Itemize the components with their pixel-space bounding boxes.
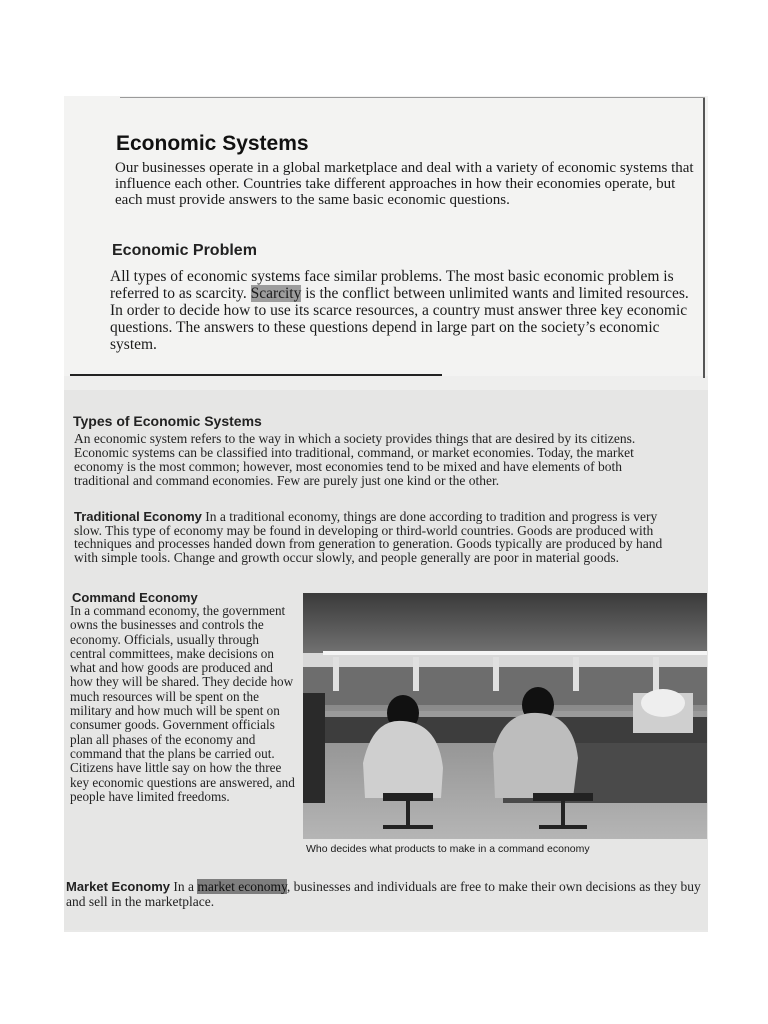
economic-problem-text-start: All types of economic systems face similar problems. The most basic economic problem is referred to as scarcity. (110, 268, 674, 302)
market-economy-text-end: , businesses and individuals are free to make their own decisions as they buy and sell in the marketplace. (66, 879, 701, 909)
traditional-economy-paragraph (74, 510, 674, 564)
market-economy-paragraph (66, 880, 706, 909)
command-economy-paragraph: In a command economy, the government owns the businesses and controls the economy. Officials, usually through central committees, make decisions on what and how goods are produced and how they will be shared. They decide how much resources will be spent on the military and how much will be spent on consumer goods. Government officials plan all phases of the economy and command that the plans be carried out. Citizens have little say on how the three key economic questions are answered, and people have limited freedoms. (70, 603, 295, 804)
scarcity-highlight: Scarcity (250, 285, 302, 302)
economic-systems-paragraph: Our businesses operate in a global marketplace and deal with a variety of economic systems that influence each other. Countries take different approaches in how their economies operate, but each must provide answers to the same basic economic questions. (115, 160, 694, 208)
economic-problem-paragraph (110, 268, 700, 353)
economic-problem-text-end: is the conflict between unlimited wants and limited resources. In order to decide how to use its scarce resources, a country must answer three key economic questions. The answers to these questions depend in large part on the society’s economic system. (110, 285, 689, 353)
traditional-economy-heading: Traditional Economy (74, 509, 202, 524)
command-economy-heading: Command Economy (72, 590, 198, 605)
types-paragraph: An economic system refers to the way in which a society provides things that are desired by its citizens. Economic systems can be classified into traditional, command, or market economies. Today, the market economy is the most common; however, most economies tend to be mixed and have elements of both traditional and command economies. Few are purely just one kind or the other. (74, 431, 636, 488)
factory-workers-photo (303, 593, 707, 839)
economic-systems-title: Economic Systems (116, 132, 309, 155)
market-economy-text-start: In a (173, 879, 198, 894)
top-edge-rule (120, 97, 705, 98)
section-divider (70, 374, 442, 376)
right-edge-rule (703, 98, 705, 378)
traditional-economy-text: In a traditional economy, things are done according to tradition and progress is very slow. This type of economy may be found in developing or third-world countries. Goods are produced with techniques and processes handed down from generation to generation. Goods typically are produced by hand with simple tools. Change and growth occur slowly, and people generally are poor in material goods. (74, 509, 663, 565)
market-economy-highlight: market economy (197, 879, 287, 894)
market-economy-heading: Market Economy (66, 879, 171, 894)
photo-caption: Who decides what products to make in a command economy (306, 843, 590, 855)
economic-problem-title: Economic Problem (112, 242, 257, 259)
types-title: Types of Economic Systems (73, 413, 262, 429)
